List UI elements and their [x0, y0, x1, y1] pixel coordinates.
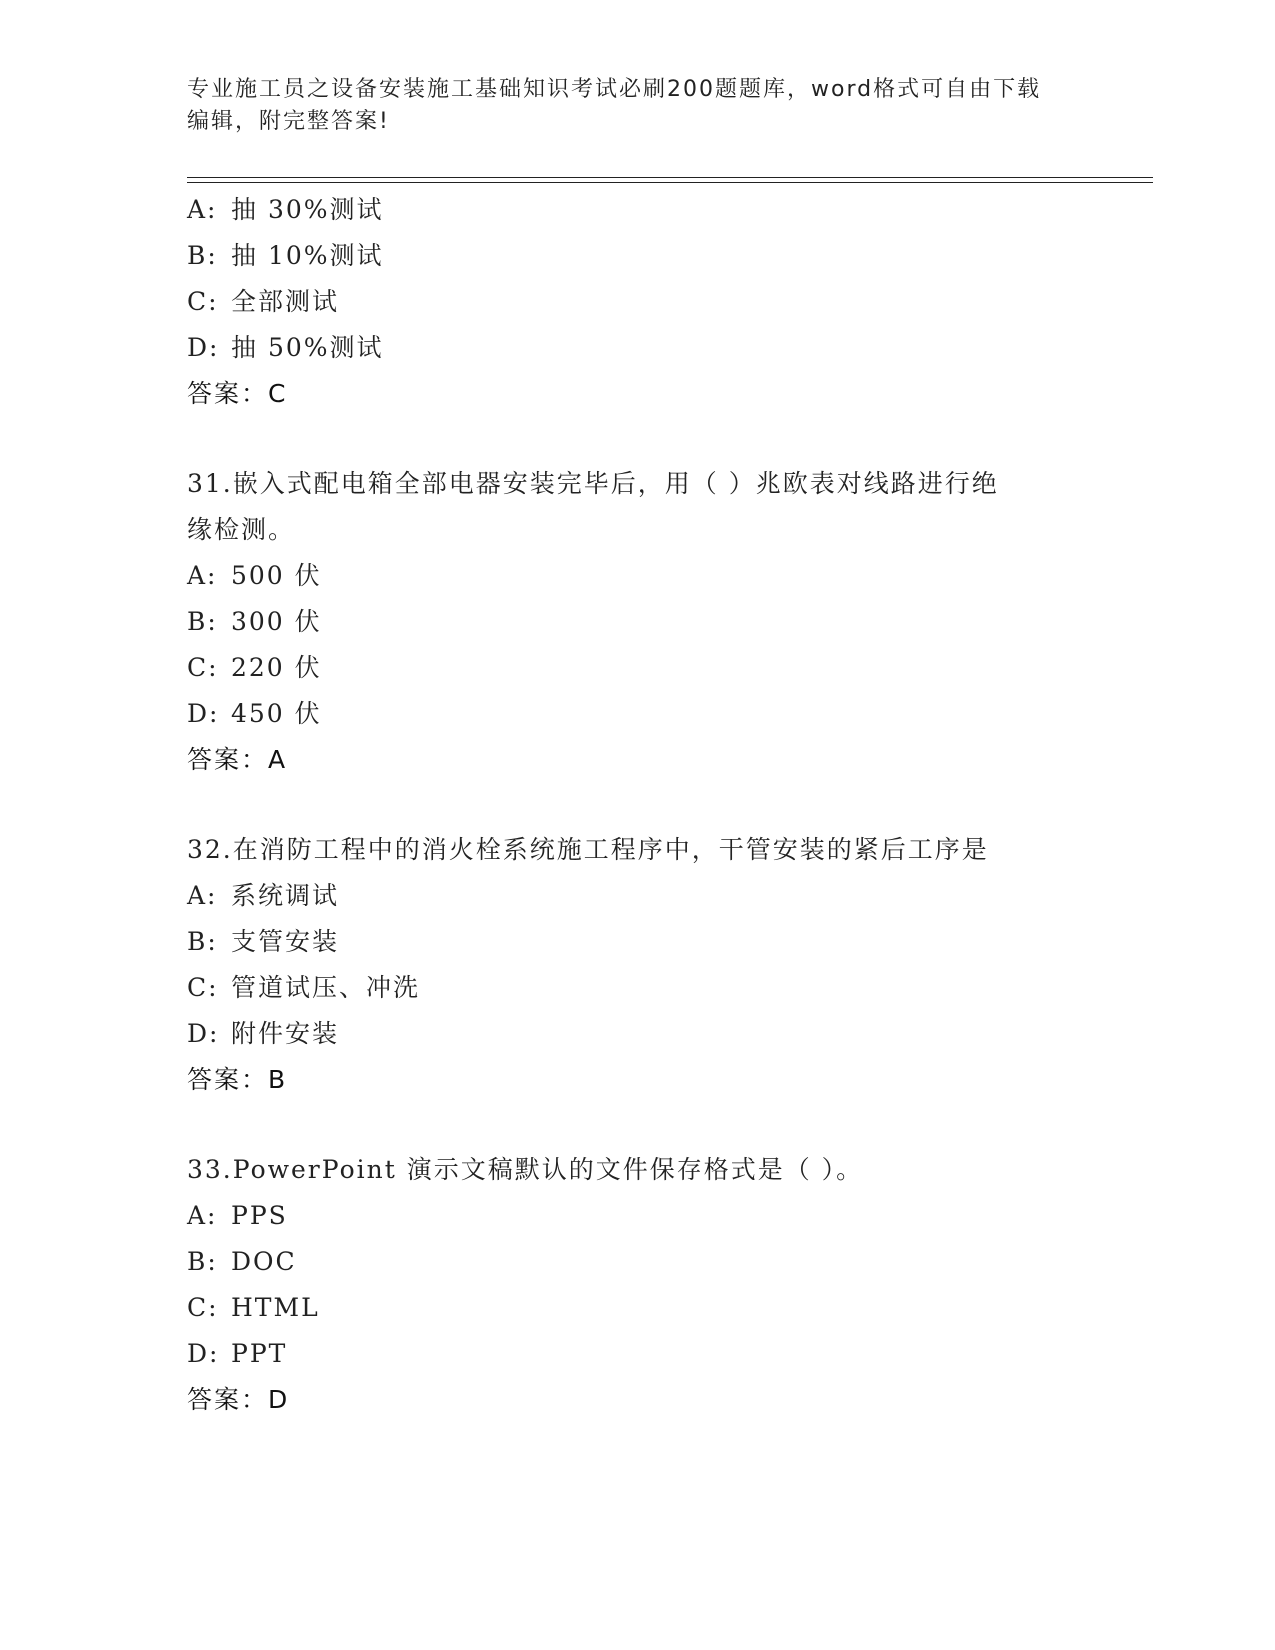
option-d: [187, 691, 1087, 737]
option-b: [187, 599, 1087, 645]
option-key: B:: [187, 927, 218, 956]
option-a: [187, 553, 1087, 599]
option-key: D:: [187, 1339, 220, 1368]
option-c: [187, 965, 1087, 1011]
option-key: A:: [187, 1201, 218, 1230]
option-key: B:: [187, 241, 218, 270]
option-b: [187, 233, 1087, 279]
option-key: C:: [187, 973, 219, 1002]
option-a: [187, 1193, 1087, 1239]
option-b: [187, 919, 1087, 965]
option-text: 管道试压、冲洗: [231, 973, 421, 1002]
option-text: 220 伏: [231, 653, 322, 682]
document-header: [187, 74, 1067, 138]
option-key: C:: [187, 287, 219, 316]
option-key: C:: [187, 653, 219, 682]
header-divider-bottom: [187, 182, 1153, 183]
option-key: D:: [187, 699, 220, 728]
option-key: A:: [187, 561, 218, 590]
option-key: A:: [187, 195, 218, 224]
question-31: [187, 461, 1087, 783]
option-b: [187, 1239, 1087, 1285]
option-text: 系统调试: [231, 881, 340, 910]
answer-line: 答案：A: [187, 745, 288, 774]
answer-line: 答案：B: [187, 1065, 288, 1094]
option-c: [187, 1285, 1087, 1331]
option-key: C:: [187, 1293, 219, 1322]
option-text: 附件安装: [231, 1019, 340, 1048]
answer-line: 答案：C: [187, 379, 288, 408]
option-key: D:: [187, 1019, 220, 1048]
option-d: [187, 325, 1087, 371]
question-32: [187, 827, 1087, 1103]
option-key: B:: [187, 607, 218, 636]
option-text: 500 伏: [231, 561, 322, 590]
option-text: 450 伏: [231, 699, 322, 728]
option-a: [187, 187, 1087, 233]
option-key: D:: [187, 333, 220, 362]
option-text: DOC: [231, 1247, 297, 1276]
question-list: [187, 187, 1087, 1423]
option-text: 抽 50%测试: [231, 333, 384, 362]
option-text: 抽 30%测试: [231, 195, 384, 224]
question-text-line-1: 32.在消防工程中的消火栓系统施工程序中，干管安装的紧后工序是: [187, 835, 989, 864]
option-text: 支管安装: [231, 927, 340, 956]
option-d: [187, 1011, 1087, 1057]
option-text: 抽 10%测试: [231, 241, 384, 270]
option-c: [187, 645, 1087, 691]
question-30: [187, 187, 1087, 417]
option-c: [187, 279, 1087, 325]
option-key: A:: [187, 881, 218, 910]
option-text: PPS: [231, 1201, 288, 1230]
question-33: [187, 1147, 1087, 1423]
header-title-line-2: 编辑，附完整答案!: [187, 109, 390, 134]
option-d: [187, 1331, 1087, 1377]
header-title-line-1: 专业施工员之设备安装施工基础知识考试必刷200题题库，word格式可自由下载: [187, 77, 1042, 102]
question-text-line-1: 31.嵌入式配电箱全部电器安装完毕后，用（ ）兆欧表对线路进行绝: [187, 469, 999, 498]
option-a: [187, 873, 1087, 919]
option-text: HTML: [231, 1293, 320, 1322]
answer-line: 答案：D: [187, 1385, 290, 1414]
question-text-line-2: 缘检测。: [187, 515, 296, 544]
header-divider-top: [187, 177, 1153, 178]
option-text: PPT: [231, 1339, 288, 1368]
option-text: 全部测试: [231, 287, 340, 316]
question-text-line-1: 33.PowerPoint 演示文稿默认的文件保存格式是（ ）。: [187, 1155, 864, 1184]
option-text: 300 伏: [231, 607, 322, 636]
option-key: B:: [187, 1247, 218, 1276]
